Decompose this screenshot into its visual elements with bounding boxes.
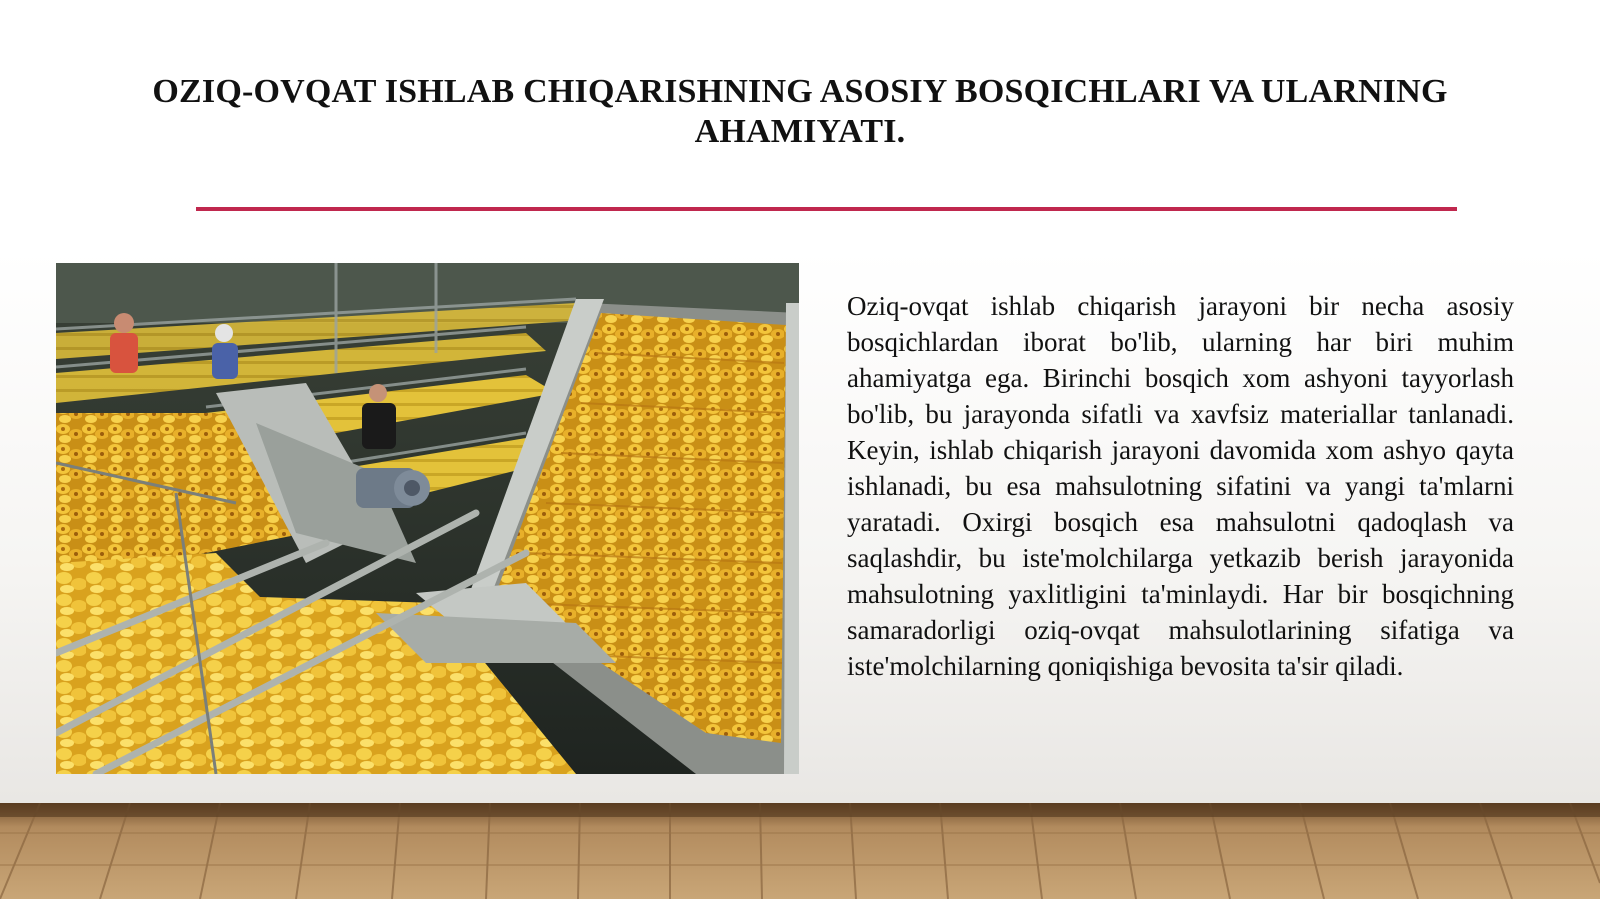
slide-title: OZIQ-OVQAT ISHLAB CHIQARISHNING ASOSIY BOSQICHLARI VA ULARNING AHAMIYATI. xyxy=(152,73,1448,150)
body-paragraph: Oziq-ovqat ishlab chiqarish jarayoni bir necha asosiy bosqichlardan iborat bo'lib, ularning har biri muhim ahamiyatga ega. Birinchi bosqich xom ashyoni tayyorlash bo'lib, bu jarayonda sifatli va xavfsiz materiallar tanlanadi. Keyin, ishlab chiqarish jarayoni davomida xom ashyo qayta ishlanadi, bu esa mahsulotning sifatini va yangi ta'mlarni yaratadi. Oxirgi bosqich esa mahsulotni qadoqlash va saqlashdir, bu iste'molchilarga yetkazib berish jarayonida mahsulotning yaxlitligini ta'minlaydi. Har bir bosqichning samaradorligi oziq-ovqat mahsulotlarining sifatiga va iste'molchilarning qoniqishiga bevosita ta'sir qiladi. xyxy=(847,291,1514,681)
factory-photo xyxy=(56,263,799,774)
title-divider xyxy=(196,207,1457,211)
wood-floor-decoration xyxy=(0,803,1600,899)
